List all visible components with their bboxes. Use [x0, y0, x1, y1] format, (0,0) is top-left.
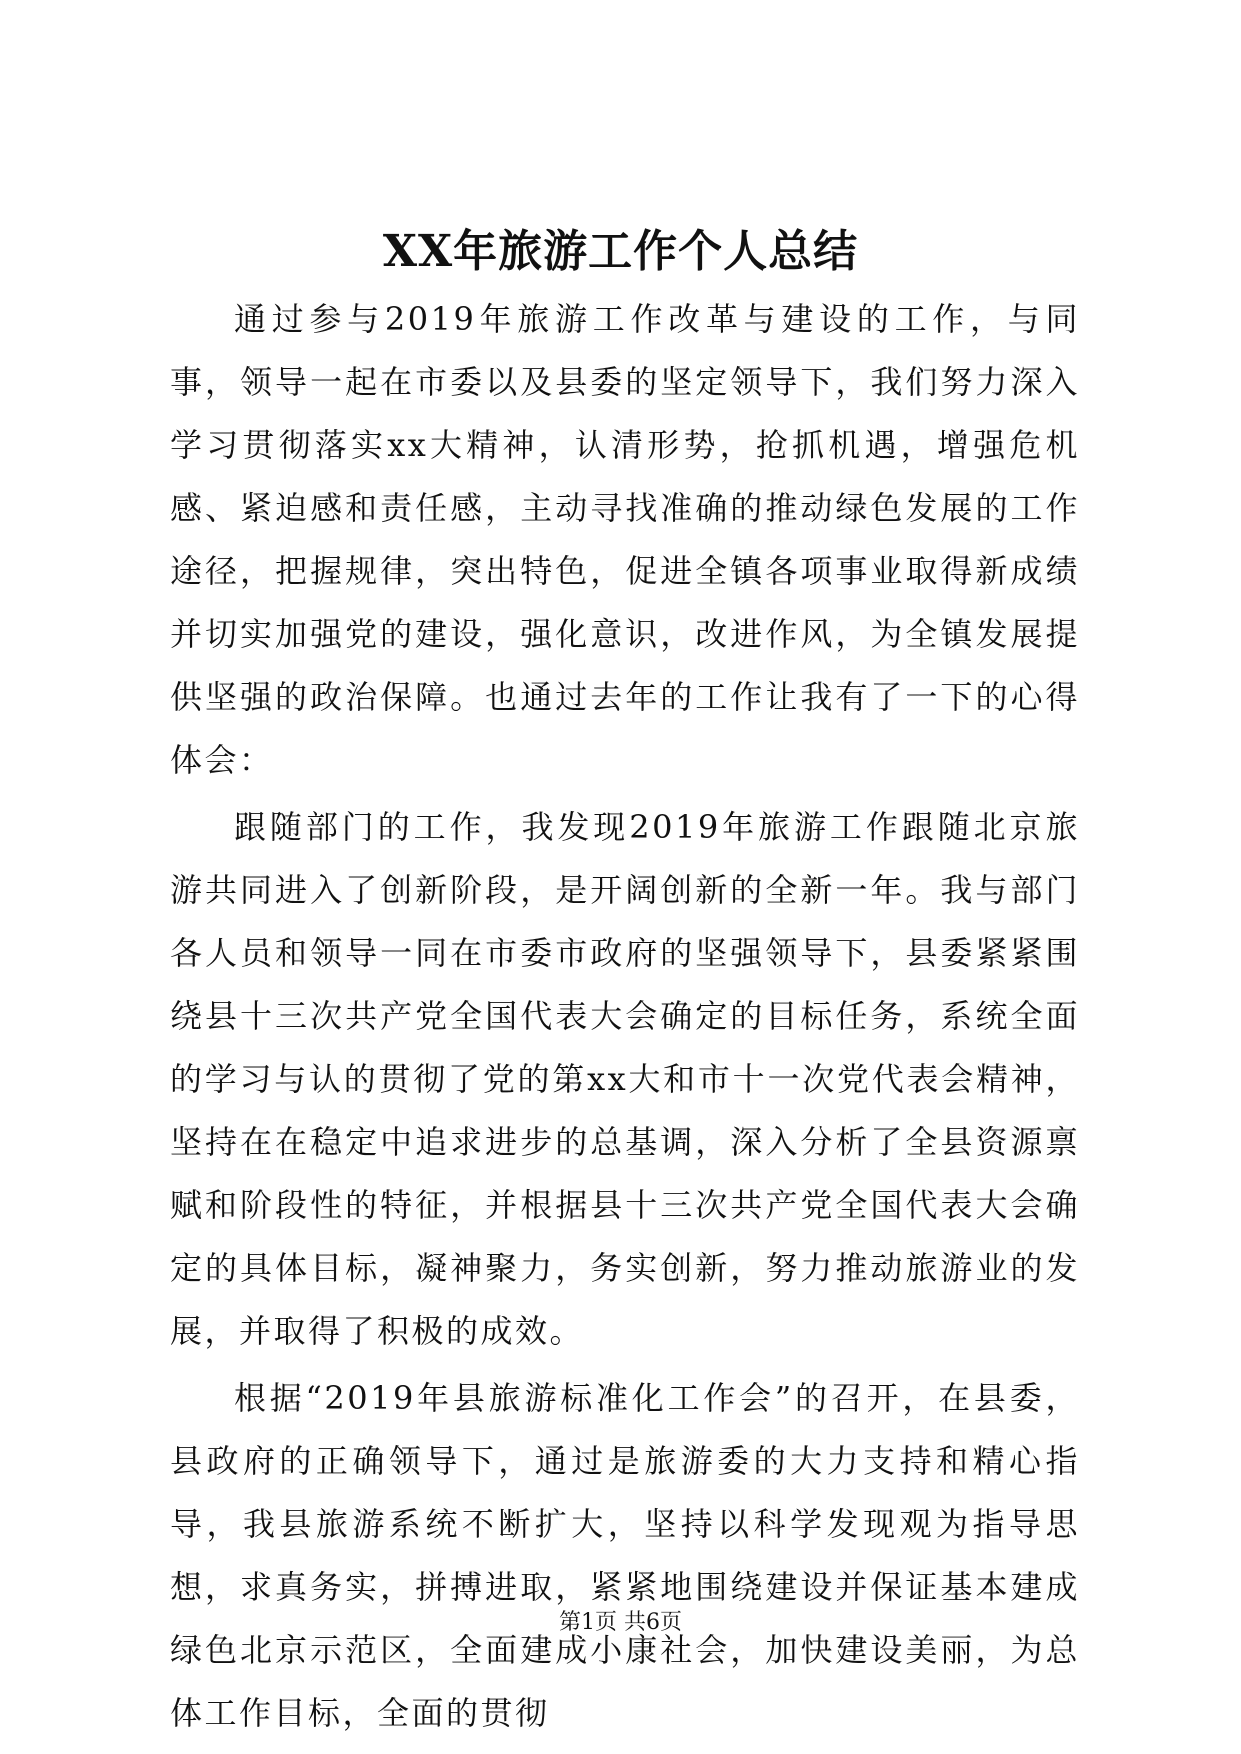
document-title: XX年旅游工作个人总结 [382, 226, 859, 277]
paragraph-1: 通过参与2019年旅游工作改革与建设的工作，与同事，领导一起在市委以及县委的坚定领导下，我们努力深入学习贯彻落实xx大精神，认清形势，抢抓机遇，增强危机感、紧迫感和责任感，主动寻找准确的推动绿色发展的工作途径，把握规律，突出特色，促进全镇各项事业取得新成绩并切实加强党的建设，强化意识，改进作风，为全镇发展提供坚强的政治保障。也通过去年的工作让我有了一下的心得体会： [170, 300, 1080, 779]
page-footer [0, 1608, 1241, 1638]
page-number: 第1页 共6页 [559, 1610, 682, 1635]
paragraph-2: 跟随部门的工作，我发现2019年旅游工作跟随北京旅游共同进入了创新阶段，是开阔创新的全新一年。我与部门各人员和领导一同在市委市政府的坚强领导下，县委紧紧围绕县十三次共产党全国代表大会确定的目标任务，系统全面的学习与认的贯彻了党的第xx大和市十一次党代表会精神，坚持在在稳定中追求进步的总基调，深入分析了全县资源禀赋和阶段性的特征，并根据县十三次共产党全国代表大会确定的具体目标，凝神聚力，务实创新，努力推动旅游业的发展，并取得了积极的成效。 [170, 808, 1080, 1350]
document-body [170, 288, 1080, 1745]
paragraph-3: 根据“2019年县旅游标准化工作会”的召开，在县委，县政府的正确领导下，通过是旅游委的大力支持和精心指导，我县旅游系统不断扩大，坚持以科学发现观为指导思想，求真务实，拼搏进取，紧紧地围绕建设并保证基本建成绿色北京示范区，全面建成小康社会，加快建设美丽，为总体工作目标，全面的贯彻 [170, 1379, 1080, 1732]
